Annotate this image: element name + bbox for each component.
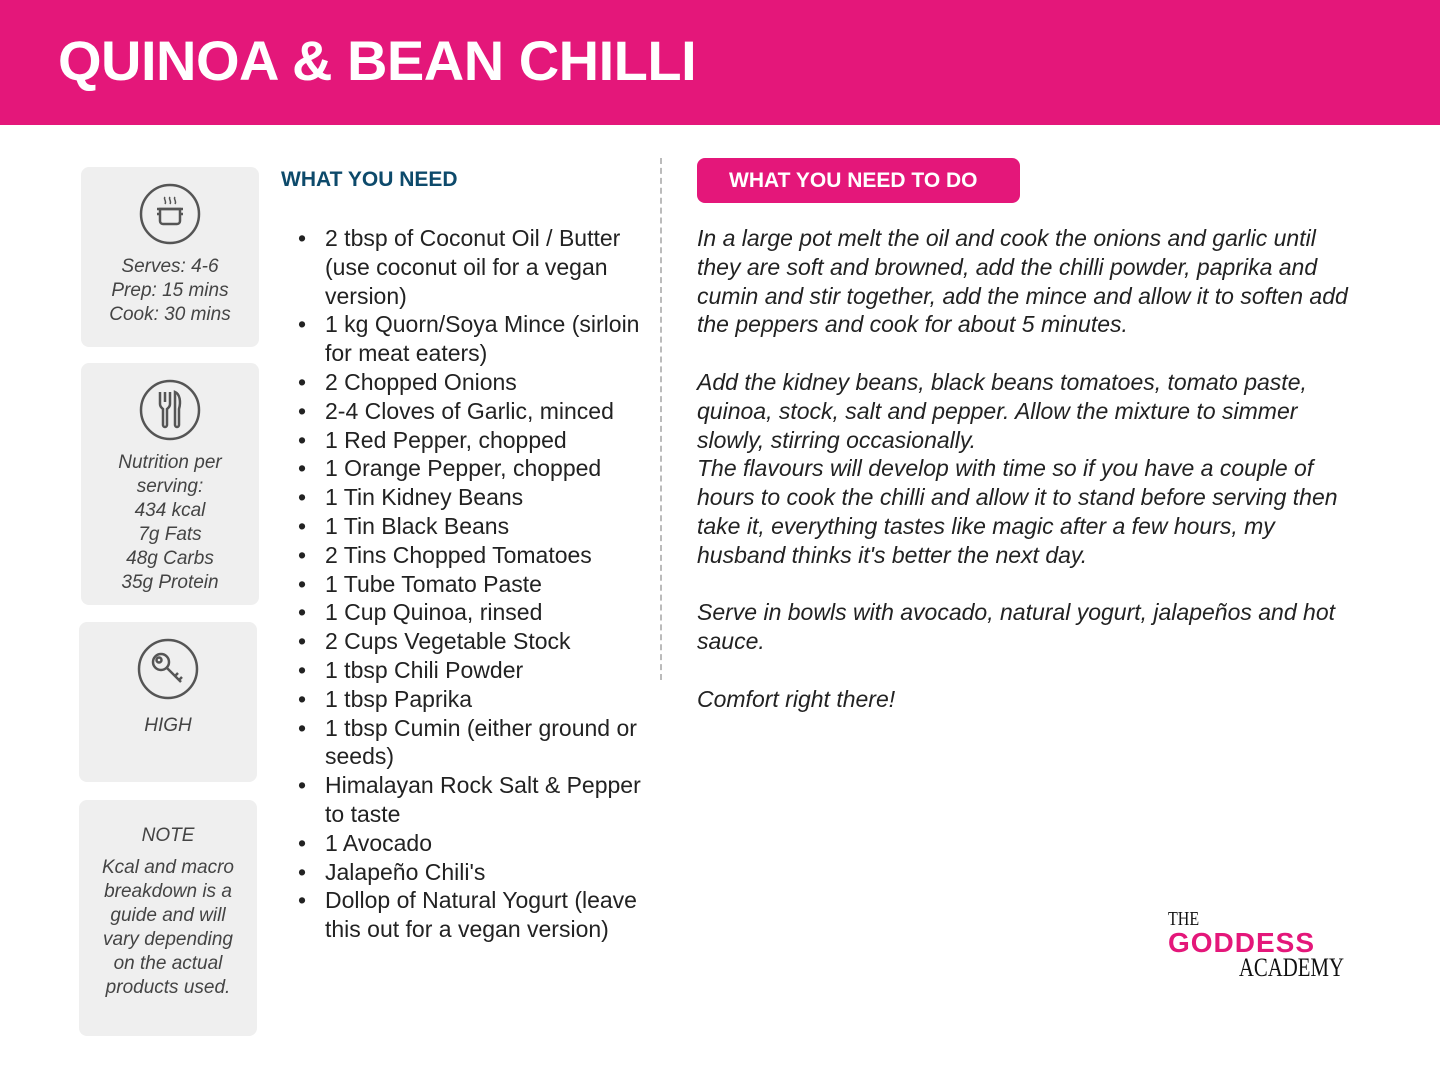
ingredients-heading: WHAT YOU NEED xyxy=(281,168,458,191)
ingredient-item: • 1 Avocado xyxy=(300,829,645,858)
method-step: Add the kidney beans, black beans tomatoes, tomato paste, quinoa, stock, salt and pepper. Allow the mixture to simmer slowly, stirring occasionally. xyxy=(697,368,1307,453)
ingredient-item: • 2 tbsp of Coconut Oil / Butter (use coconut oil for a vegan version) xyxy=(300,224,645,310)
serves-text: Serves: 4-6 xyxy=(121,256,219,277)
ingredient-item: • 2 Chopped Onions xyxy=(300,368,645,397)
logo-academy: ACADEMY xyxy=(1238,953,1344,982)
ingredient-item: • 1 Tube Tomato Paste xyxy=(300,570,645,599)
nutrition-line: serving: xyxy=(136,476,204,497)
method-step: Comfort right there! xyxy=(697,685,896,712)
kcal-value: 434 kcal xyxy=(134,500,206,521)
ingredient-item: • 2 Tins Chopped Tomatoes xyxy=(300,541,645,570)
serving-info-card xyxy=(81,167,259,347)
note-text: Kcal and macro breakdown is a guide and will vary depending on the actual products used. xyxy=(101,857,234,998)
logo-goddess: GODDESS xyxy=(1168,927,1316,958)
goddess-academy-logo xyxy=(1168,908,1344,981)
nutrition-line: Nutrition per xyxy=(118,452,222,473)
method-step: In a large pot melt the oil and cook the onions and garlic until they are soft and browned, add the chilli powder, paprika and cumin and stir together, add the mince and allow it to soften add the peppers and cook for about 5 minutes. xyxy=(697,225,1348,338)
ingredient-item: • 1 Cup Quinoa, rinsed xyxy=(300,598,645,627)
cooking-pot-icon xyxy=(139,183,201,245)
ingredient-item: • Dollop of Natural Yogurt (leave this out for a vegan version) xyxy=(300,886,645,944)
note-heading: NOTE xyxy=(141,825,195,846)
protein-value: 35g Protein xyxy=(121,572,219,593)
key-icon xyxy=(137,638,199,700)
ingredient-item: • 1 Tin Kidney Beans xyxy=(300,483,645,512)
nutrition-card xyxy=(81,363,259,605)
fork-knife-icon xyxy=(139,379,201,441)
ingredient-item: • 1 Red Pepper, chopped xyxy=(300,426,645,455)
ingredient-item: • 1 tbsp Chili Powder xyxy=(300,656,645,685)
prep-text: Prep: 15 mins xyxy=(111,280,229,301)
ingredient-item: • 2-4 Cloves of Garlic, minced xyxy=(300,397,645,426)
ingredient-item: • 1 tbsp Cumin (either ground or seeds) xyxy=(300,714,645,772)
protein-level-card xyxy=(79,622,257,782)
ingredient-item: • 1 tbsp Paprika xyxy=(300,685,645,714)
ingredient-item: • 1 Orange Pepper, chopped xyxy=(300,454,645,483)
method-steps xyxy=(697,224,1357,714)
logo-the: THE xyxy=(1168,908,1200,930)
cook-text: Cook: 30 mins xyxy=(109,304,231,325)
method-step: The flavours will develop with time so if you have a couple of hours to cook the chilli and allow it to stand before serving then take it, everything tastes like magic after a few hours, my husband thinks it's better the next day. xyxy=(697,455,1338,568)
ingredient-item: • 1 Tin Black Beans xyxy=(300,512,645,541)
ingredients-list xyxy=(300,224,645,944)
ingredient-item: • 1 kg Quorn/Soya Mince (sirloin for meat eaters) xyxy=(300,310,645,368)
ingredient-item: • Himalayan Rock Salt & Pepper to taste xyxy=(300,771,645,829)
method-step: Serve in bowls with avocado, natural yogurt, jalapeños and hot sauce. xyxy=(697,599,1336,655)
header-banner xyxy=(0,0,1440,125)
column-divider xyxy=(660,158,662,680)
protein-level-text: HIGH xyxy=(144,715,192,736)
page-title: QUINOA & BEAN CHILLI xyxy=(58,29,697,92)
carbs-value: 48g Carbs xyxy=(126,548,214,569)
note-card xyxy=(79,800,257,1036)
ingredient-item: • Jalapeño Chili's xyxy=(300,858,645,887)
ingredient-item: • 2 Cups Vegetable Stock xyxy=(300,627,645,656)
fats-value: 7g Fats xyxy=(138,524,202,545)
method-heading: WHAT YOU NEED TO DO xyxy=(697,158,1020,203)
